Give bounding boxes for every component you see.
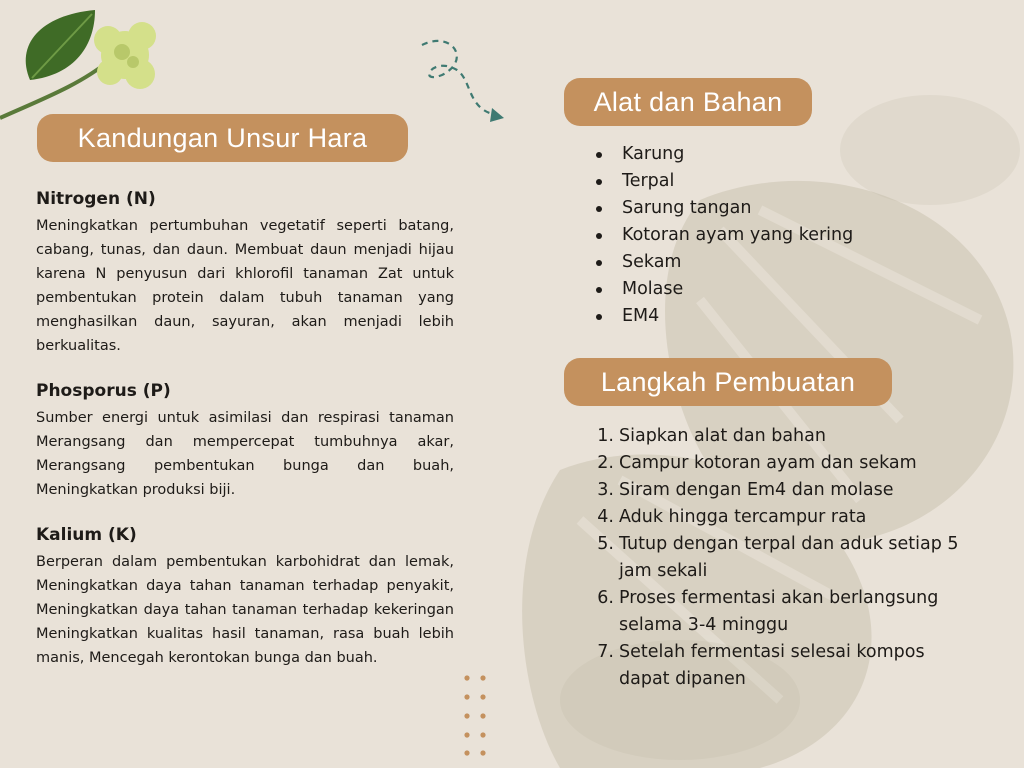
bullet-icon	[596, 314, 602, 320]
step-text: Proses fermentasi akan berlangsung selama 3-4 minggu	[619, 588, 939, 635]
tool-label: Sarung tangan	[622, 198, 752, 218]
list-item	[590, 477, 970, 504]
bullet-icon	[596, 206, 602, 212]
list-item	[596, 276, 853, 303]
step-text: Campur kotoran ayam dan sekam	[619, 453, 917, 473]
step-text: Setelah fermentasi selesai kompos dapat dipanen	[619, 642, 925, 689]
step-text: Siram dengan Em4 dan molase	[619, 480, 894, 500]
tool-label: Kotoran ayam yang kering	[622, 225, 854, 245]
nutrient-nitrogen	[36, 186, 454, 358]
list-item	[596, 195, 853, 222]
tool-label: Molase	[622, 279, 684, 299]
list-item	[590, 423, 970, 450]
step-number: 7.	[597, 642, 614, 662]
step-text: Siapkan alat dan bahan	[619, 426, 826, 446]
flower-with-leaf-icon	[0, 0, 180, 130]
nutrient-description: Berperan dalam pembentukan karbohidrat dan lemak, Meningkatkan daya tahan tanaman terhadap penyakit, Meningkatkan daya tahan tanaman terhadap kekeringan Meningkatkan kualitas hasil tanaman, rasa buah lebih manis, Mencegah kerontokan bunga dan buah.	[36, 554, 454, 666]
nutrient-title: Nitrogen (N)	[36, 189, 156, 209]
nutrient-phosporus	[36, 378, 454, 502]
list-item	[596, 168, 853, 195]
steps-list	[590, 423, 970, 693]
list-item	[596, 222, 853, 249]
nutrient-description: Sumber energi untuk asimilasi dan respirasi tanaman Merangsang dan mempercepat tumbuhnya akar, Merangsang pembentukan bunga dan buah, Meningkatkan produksi biji.	[36, 410, 454, 498]
list-item	[590, 531, 970, 585]
tools-list	[596, 141, 853, 330]
nutrient-title: Kalium (K)	[36, 525, 137, 545]
nutrient-kalium	[36, 522, 454, 670]
dashed-curly-arrow-icon	[412, 30, 512, 130]
list-item	[590, 450, 970, 477]
tool-label: Sekam	[622, 252, 682, 272]
list-item	[590, 504, 970, 531]
list-item	[596, 141, 853, 168]
step-text: Aduk hingga tercampur rata	[619, 507, 867, 527]
bullet-icon	[596, 152, 602, 158]
bullet-icon	[596, 260, 602, 266]
step-number: 3.	[597, 480, 614, 500]
nutrient-description: Meningkatkan pertumbuhan vegetatif seperti batang, cabang, tunas, dan daun. Membuat daun menjadi hijau karena N penyusun dari khlorofil tanaman Zat untuk pembentukan protein dalam tubuh tanaman yang menghasilkan daun, sayuran, akan menjadi lebih berkualitas.	[36, 218, 454, 354]
step-number: 1.	[597, 426, 614, 446]
tool-label: Terpal	[622, 171, 675, 191]
list-item	[596, 249, 853, 276]
tool-label: Karung	[622, 144, 685, 164]
tool-label: EM4	[622, 306, 660, 326]
step-number: 2.	[597, 453, 614, 473]
step-number: 4.	[597, 507, 614, 527]
step-number: 6.	[597, 588, 614, 608]
list-item	[596, 303, 853, 330]
tools-header-label: Alat dan Bahan	[593, 86, 783, 117]
nutrients-header-label: Kandungan Unsur Hara	[77, 122, 368, 153]
nutrients-header	[37, 114, 408, 162]
step-number: 5.	[597, 534, 614, 554]
bullet-icon	[596, 233, 602, 239]
list-item	[590, 639, 970, 693]
dot-grid-icon	[462, 673, 492, 763]
step-text: Tutup dengan terpal dan aduk setiap 5 jam sekali	[619, 534, 959, 581]
list-item	[590, 585, 970, 639]
tools-header	[564, 78, 812, 126]
steps-header	[564, 358, 892, 406]
steps-header-label: Langkah Pembuatan	[600, 366, 856, 397]
bullet-icon	[596, 179, 602, 185]
bullet-icon	[596, 287, 602, 293]
nutrient-title: Phosporus (P)	[36, 381, 171, 401]
nutrients-section	[36, 186, 454, 690]
